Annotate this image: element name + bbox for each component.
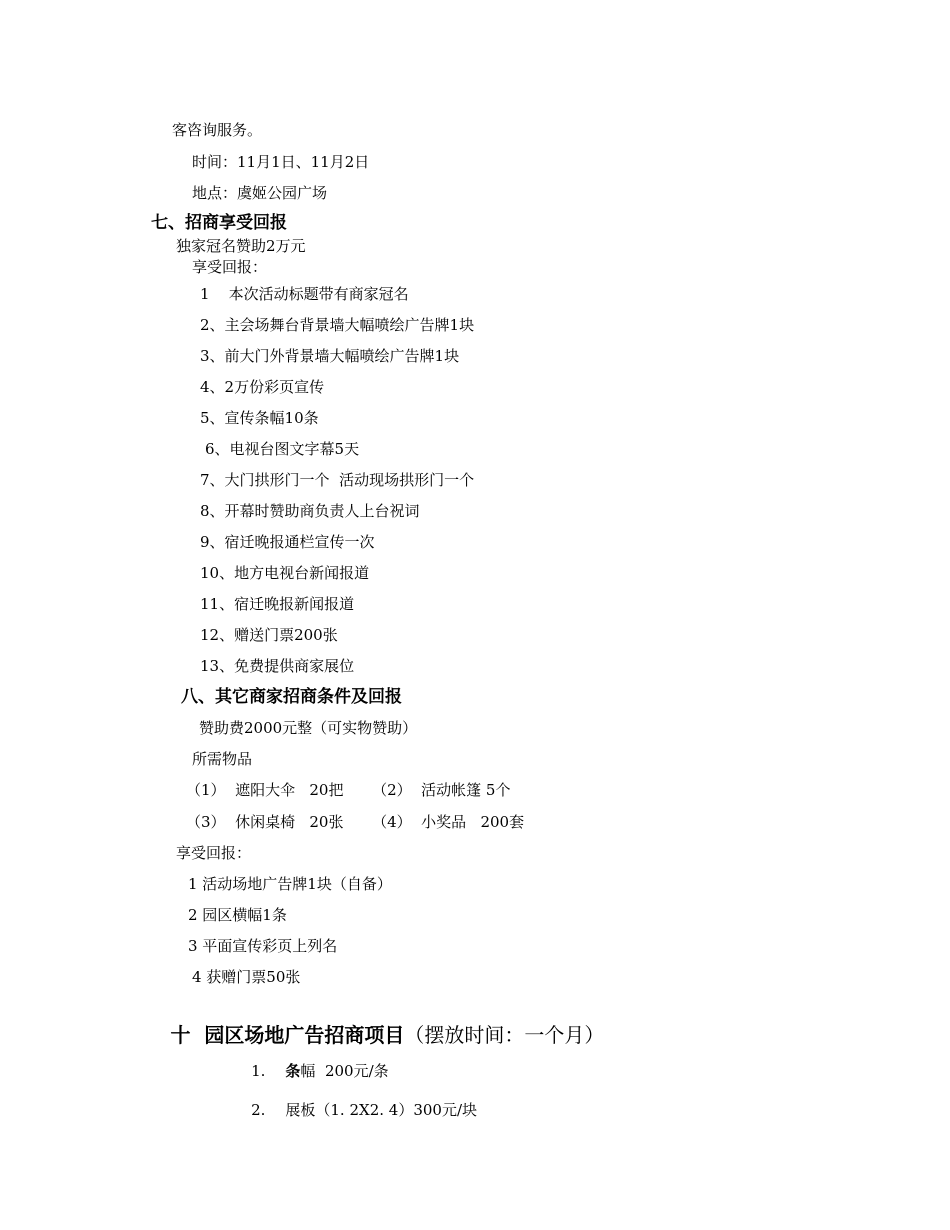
- list-item: 8、开幕时赞助商负责人上台祝词: [200, 502, 420, 520]
- section10-heading-note: （摆放时间：一个月）: [404, 1023, 605, 1047]
- consult-text: 客咨询服务。: [172, 121, 263, 139]
- list-item: 2、主会场舞台背景墙大幅喷绘广告牌1块: [200, 316, 475, 334]
- title-sponsor-text: 独家冠名赞助2万元: [176, 237, 306, 255]
- section8-returns-label: 享受回报：: [176, 844, 252, 862]
- section10-heading-main: 十 园区场地广告招商项目: [170, 1023, 405, 1047]
- event-time: 时间：11月1日、11月2日: [192, 153, 370, 171]
- ad-item-text: 展板（1. 2X2. 4）300元/块: [285, 1101, 478, 1119]
- list-item: 7、大门拱形门一个 活动现场拱形门一个: [200, 471, 475, 489]
- goods-row: （3） 休闲桌椅 20张 （4） 小奖品 200套: [186, 813, 525, 831]
- list-item: 4 获赠门票50张: [192, 968, 301, 986]
- list-item: 12、赠送门票200张: [200, 626, 338, 644]
- goods-label: 所需物品: [192, 750, 253, 768]
- list-item: 11、宿迁晚报新闻报道: [200, 595, 355, 613]
- list-item: 13、免费提供商家展位: [200, 657, 355, 675]
- list-item: 5、宣传条幅10条: [200, 409, 319, 427]
- section7-returns-label: 享受回报：: [192, 258, 268, 276]
- ad-item-number: 1.: [251, 1062, 266, 1080]
- section8-heading: 八、其它商家招商条件及回报: [181, 687, 402, 707]
- list-item: 1 本次活动标题带有商家冠名: [200, 285, 409, 303]
- sponsor-fee-text: 赞助费2000元整（可实物赞助）: [199, 719, 418, 737]
- list-item: 6、电视台图文字幕5天: [205, 440, 360, 458]
- ad-item-bold: 条: [285, 1062, 301, 1080]
- event-place: 地点：虞姬公园广场: [192, 184, 328, 202]
- list-item: 3 平面宣传彩页上列名: [188, 937, 338, 955]
- list-item: 2 园区横幅1条: [188, 906, 287, 924]
- list-item: 10、地方电视台新闻报道: [200, 564, 370, 582]
- ad-item-text: 幅 200元/条: [300, 1062, 389, 1080]
- section7-heading: 七、招商享受回报: [151, 213, 287, 233]
- goods-row: （1） 遮阳大伞 20把 （2） 活动帐篷 5个: [186, 781, 511, 799]
- ad-item-number: 2.: [251, 1101, 266, 1119]
- list-item: 4、2万份彩页宣传: [200, 378, 325, 396]
- list-item: 9、宿迁晚报通栏宣传一次: [200, 533, 375, 551]
- list-item: 1 活动场地广告牌1块（自备）: [188, 875, 392, 893]
- list-item: 3、前大门外背景墙大幅喷绘广告牌1块: [200, 347, 460, 365]
- ad-item: [232, 1083, 477, 1137]
